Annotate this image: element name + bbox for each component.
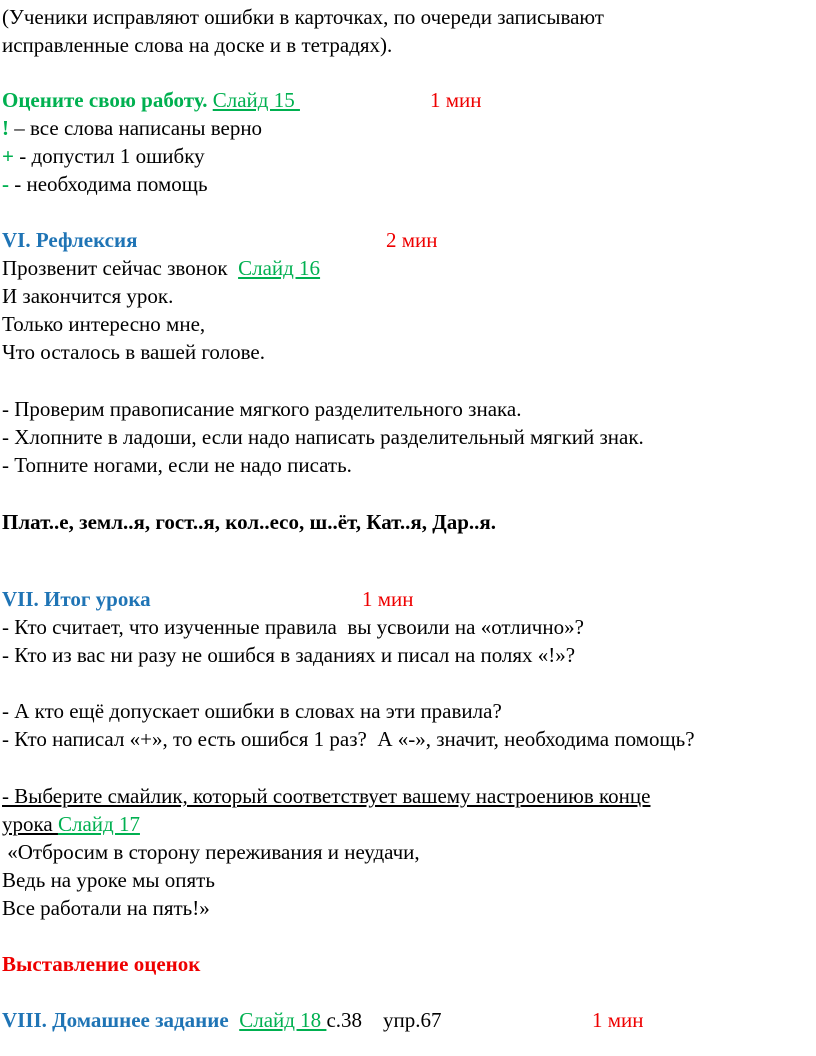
- summary-question-2: - Кто из вас ни разу не ошибся в заданиях и писал на полях «!»?: [2, 643, 576, 667]
- criterion-1-symbol: !: [2, 116, 9, 140]
- closing-line-3: Все работали на пять!»: [2, 896, 210, 920]
- instruction-1: - Проверим правописание мягкого разделительного знака.: [2, 397, 522, 421]
- reflection-time: 2 мин: [386, 228, 438, 252]
- criterion-3-text: - необходима помощь: [9, 172, 208, 196]
- homework-exercise: упр.67: [383, 1008, 442, 1032]
- self-assessment-heading: Оцените свою работу.: [2, 88, 208, 112]
- self-assessment-heading-line: [2, 86, 300, 114]
- grading-heading: Выставление оценок: [2, 952, 201, 976]
- summary-heading: VII. Итог урока: [2, 587, 151, 611]
- summary-time: 1 мин: [362, 587, 414, 611]
- homework-heading: VIII. Домашнее задание: [2, 1008, 229, 1032]
- reflection-heading: VI. Рефлексия: [2, 228, 138, 252]
- poem-line-3: Только интересно мне,: [2, 312, 206, 336]
- summary-question-4: - Кто написал «+», то есть ошибся 1 раз? А «-», значит, необходима помощь?: [2, 727, 695, 751]
- criterion-3: [2, 170, 208, 198]
- self-assessment-time: 1 мин: [430, 88, 482, 112]
- criterion-3-symbol: -: [2, 172, 9, 196]
- criterion-2: [2, 142, 205, 170]
- homework-time: 1 мин: [592, 1008, 644, 1032]
- criterion-1: [2, 114, 262, 142]
- instruction-2: - Хлопните в ладоши, если надо написать разделительный мягкий знак.: [2, 425, 644, 449]
- intro-line-1: (Ученики исправляют ошибки в карточках, по очереди записывают: [2, 5, 604, 29]
- homework-page: с.38: [326, 1008, 363, 1032]
- poem-line-4: Что осталось в вашей голове.: [2, 340, 265, 364]
- intro-line-2: исправленные слова на доске и в тетрадях).: [2, 33, 393, 57]
- slide-18-link[interactable]: Слайд 18: [239, 1008, 327, 1032]
- summary-question-3: - А кто ещё допускает ошибки в словах на эти правила?: [2, 699, 502, 723]
- criterion-2-symbol: +: [2, 144, 14, 168]
- smiley-instruction-line-1: - Выберите смайлик, который соответствует вашему настроениюв конце: [2, 784, 651, 808]
- poem-line-1-text: Прозвенит сейчас звонок: [2, 256, 239, 280]
- poem-line-2: И закончится урок.: [2, 284, 174, 308]
- instruction-3: - Топните ногами, если не надо писать.: [2, 453, 352, 477]
- slide-16-link[interactable]: Слайд 16: [238, 256, 321, 280]
- practice-words: Плат..е, земл..я, гост..я, кол..есо, ш..ёт, Кат..я, Дар..я.: [2, 510, 497, 534]
- slide-17-link[interactable]: Слайд 17: [57, 812, 140, 836]
- smiley-instruction-line-2: [2, 810, 140, 838]
- closing-line-2: Ведь на уроке мы опять: [2, 868, 215, 892]
- slide-15-link[interactable]: Слайд 15: [212, 88, 300, 112]
- poem-line-1: [2, 254, 320, 282]
- criterion-2-text: - допустил 1 ошибку: [13, 144, 205, 168]
- criterion-1-text: – все слова написаны верно: [9, 116, 263, 140]
- homework-line: [2, 1006, 442, 1034]
- closing-line-1: «Отбросим в сторону переживания и неудачи,: [2, 840, 420, 864]
- summary-question-1: - Кто считает, что изученные правила вы усвоили на «отлично»?: [2, 615, 584, 639]
- smiley-instruction-end: урока: [2, 812, 58, 836]
